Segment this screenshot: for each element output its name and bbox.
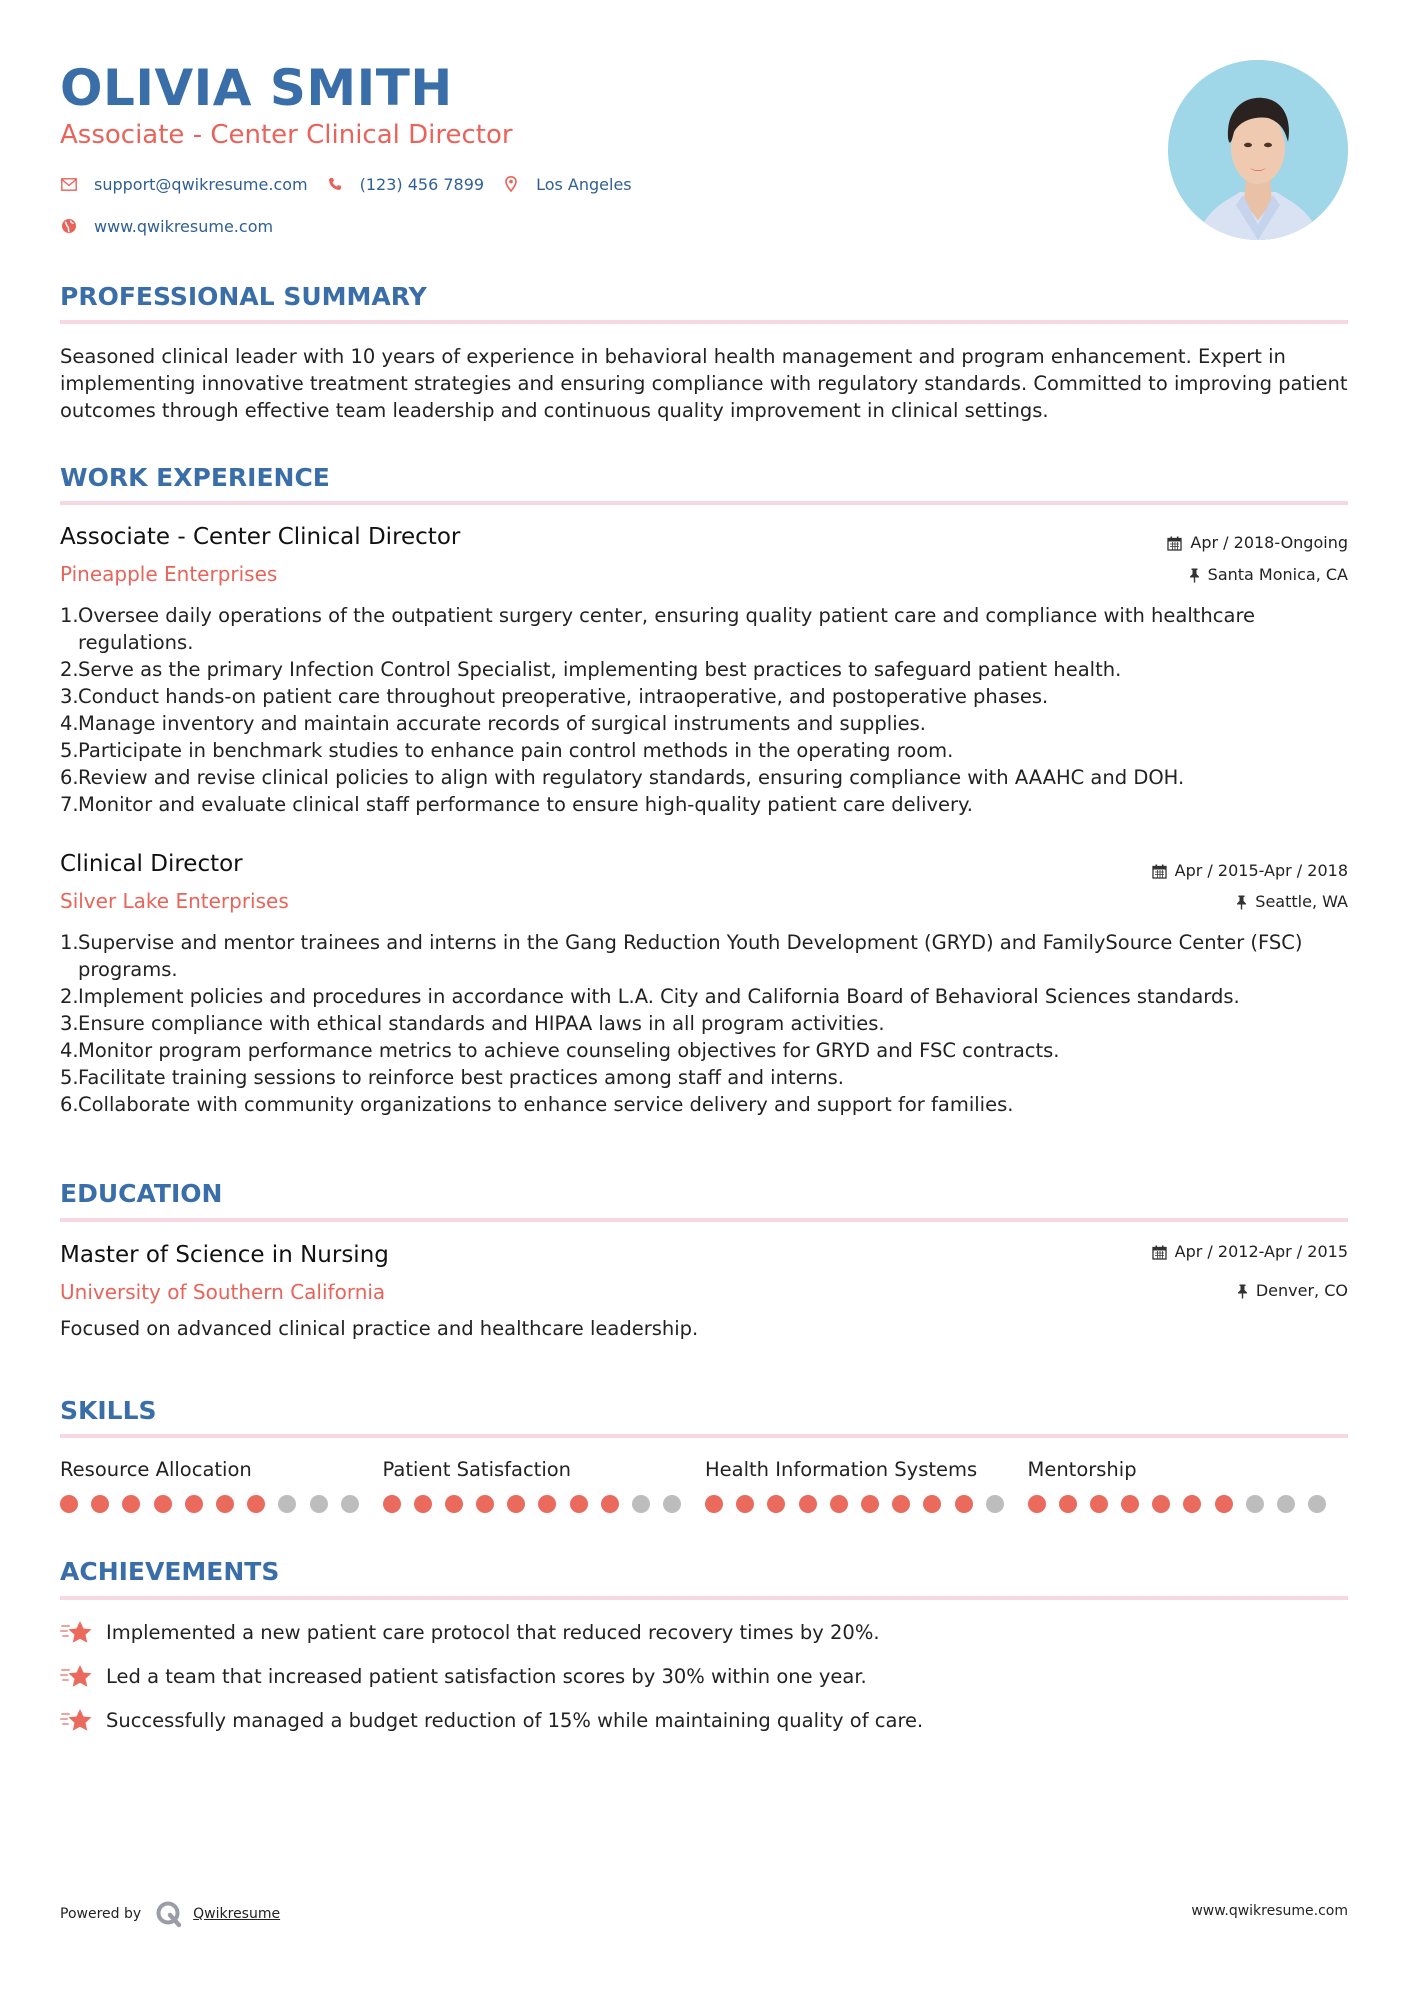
rating-dot-filled <box>1121 1495 1139 1513</box>
job-location: Seattle, WA <box>1236 891 1348 913</box>
skill-item <box>383 1457 706 1513</box>
skill-item <box>705 1457 1028 1513</box>
calendar-icon <box>1152 864 1167 879</box>
section-heading-summary: PROFESSIONAL SUMMARY <box>60 282 427 311</box>
company-name: Silver Lake Enterprises <box>60 889 289 913</box>
qwikresume-link[interactable]: Qwikresume <box>193 1906 281 1922</box>
phone-icon <box>326 175 344 193</box>
company-name: Pineapple Enterprises <box>60 562 278 586</box>
skill-item <box>1028 1457 1351 1513</box>
email-link[interactable]: support@qwikresume.com <box>94 174 308 194</box>
list-item: Ensure compliance with ethical standards and HIPAA laws in all program activities. <box>78 1012 885 1035</box>
rating-dot-filled <box>799 1495 817 1513</box>
achievement-text: Successfully managed a budget reduction of 15% while maintaining quality of care. <box>106 1708 924 1732</box>
achievement-item <box>60 1705 923 1735</box>
skill-label: Patient Satisfaction <box>382 1458 572 1481</box>
candidate-name: OLIVIA SMITH <box>60 59 453 117</box>
rating-dot-filled <box>705 1495 723 1513</box>
rating-dot-filled <box>892 1495 910 1513</box>
rating-dot-empty <box>1308 1495 1326 1513</box>
summary-text: Seasoned clinical leader with 10 years of experience in behavioral health management and program enhancement. Expert in implementing innovative treatment strategies and ensuring compliance with regulatory standards. Committed to improving patient outcomes through effective team leadership and continuous quality improvement in clinical settings. <box>60 345 1348 422</box>
rating-dot-empty <box>986 1495 1004 1513</box>
rating-dot-filled <box>91 1495 109 1513</box>
list-item: Monitor program performance metrics to achieve counseling objectives for GRYD and FSC contracts. <box>78 1039 1060 1062</box>
qwikresume-logo-icon <box>155 1900 183 1928</box>
powered-by-label: Powered by <box>60 1906 142 1922</box>
globe-icon <box>60 217 78 235</box>
rating-dot-empty <box>663 1495 681 1513</box>
skill-rating <box>1028 1495 1351 1513</box>
section-heading-achievements: ACHIEVEMENTS <box>60 1557 280 1586</box>
rating-dot-filled <box>570 1495 588 1513</box>
rating-dot-filled <box>154 1495 172 1513</box>
rating-dot-filled <box>767 1495 785 1513</box>
duty-list <box>60 602 1350 818</box>
list-item: Manage inventory and maintain accurate records of surgical instruments and supplies. <box>78 712 926 735</box>
list-item: Oversee daily operations of the outpatient surgery center, ensuring quality patient care and compliance with healthcare regulations. <box>78 604 1256 654</box>
section-divider <box>60 501 1348 505</box>
rating-dot-empty <box>632 1495 650 1513</box>
skill-rating <box>705 1495 1028 1513</box>
achievement-item <box>60 1661 867 1691</box>
degree-title: Master of Science in Nursing <box>60 1242 389 1268</box>
rating-dot-filled <box>383 1495 401 1513</box>
list-item: Collaborate with community organizations to enhance service delivery and support for families. <box>78 1093 1014 1116</box>
section-divider <box>60 1596 1348 1600</box>
achievement-text: Implemented a new patient care protocol that reduced recovery times by 20%. <box>106 1620 880 1644</box>
section-heading-work: WORK EXPERIENCE <box>60 463 330 492</box>
list-item: Supervise and mentor trainees and interns in the Gang Reduction Youth Development (GRYD) and FamilySource Center (FSC) programs. <box>78 931 1303 981</box>
rating-dot-empty <box>310 1495 328 1513</box>
skill-rating <box>60 1495 383 1513</box>
map-pin-icon <box>502 175 520 193</box>
duty-list <box>60 929 1350 1118</box>
job-title: Clinical Director <box>60 851 243 877</box>
rating-dot-filled <box>1215 1495 1233 1513</box>
rating-dot-filled <box>861 1495 879 1513</box>
rating-dot-filled <box>216 1495 234 1513</box>
achievement-text: Led a team that increased patient satisfaction scores by 30% within one year. <box>106 1664 867 1688</box>
rating-dot-empty <box>341 1495 359 1513</box>
section-divider <box>60 1218 1348 1222</box>
list-item: Facilitate training sessions to reinforce best practices among staff and interns. <box>78 1066 844 1089</box>
pushpin-icon <box>1237 1284 1248 1299</box>
list-item: Review and revise clinical policies to align with regulatory standards, ensuring compliance with AAAHC and DOH. <box>78 766 1185 789</box>
rating-dot-filled <box>414 1495 432 1513</box>
job-title: Associate - Center Clinical Director <box>60 524 461 550</box>
shooting-star-icon <box>60 1618 94 1646</box>
shooting-star-icon <box>60 1706 94 1734</box>
job-location: Santa Monica, CA <box>1189 564 1348 586</box>
shooting-star-icon <box>60 1662 94 1690</box>
rating-dot-filled <box>1152 1495 1170 1513</box>
skills-grid <box>60 1457 1350 1513</box>
list-item: Participate in benchmark studies to enhance pain control methods in the operating room. <box>78 739 954 762</box>
rating-dot-filled <box>1028 1495 1046 1513</box>
contact-row <box>60 172 650 196</box>
phone-number[interactable]: (123) 456 7899 <box>359 174 485 194</box>
skill-rating <box>383 1495 706 1513</box>
education-dates: Apr / 2012-Apr / 2015 <box>1152 1241 1348 1263</box>
rating-dot-filled <box>60 1495 78 1513</box>
rating-dot-filled <box>247 1495 265 1513</box>
school-name: University of Southern California <box>60 1280 386 1304</box>
education-description: Focused on advanced clinical practice and healthcare leadership. <box>60 1317 699 1340</box>
section-heading-skills: SKILLS <box>60 1396 157 1425</box>
pushpin-icon <box>1189 568 1200 583</box>
job-dates: Apr / 2018-Ongoing <box>1167 532 1348 554</box>
rating-dot-empty <box>1246 1495 1264 1513</box>
rating-dot-filled <box>736 1495 754 1513</box>
job-dates: Apr / 2015-Apr / 2018 <box>1152 860 1348 882</box>
achievement-item <box>60 1617 880 1647</box>
rating-dot-filled <box>1059 1495 1077 1513</box>
rating-dot-filled <box>538 1495 556 1513</box>
envelope-icon <box>60 175 78 193</box>
skill-label: Health Information Systems <box>705 1458 978 1481</box>
website-row <box>60 214 291 238</box>
rating-dot-empty <box>278 1495 296 1513</box>
website-link[interactable]: www.qwikresume.com <box>94 216 274 236</box>
rating-dot-filled <box>445 1495 463 1513</box>
section-divider <box>60 320 1348 324</box>
avatar <box>1168 60 1348 240</box>
skill-item <box>60 1457 383 1513</box>
location-text: Los Angeles <box>536 174 632 194</box>
pushpin-icon <box>1236 895 1247 910</box>
rating-dot-filled <box>601 1495 619 1513</box>
rating-dot-filled <box>955 1495 973 1513</box>
candidate-title: Associate - Center Clinical Director <box>60 120 513 150</box>
rating-dot-filled <box>1090 1495 1108 1513</box>
rating-dot-filled <box>830 1495 848 1513</box>
footer-website-link[interactable]: www.qwikresume.com <box>1191 1903 1348 1919</box>
section-divider <box>60 1434 1348 1438</box>
rating-dot-filled <box>476 1495 494 1513</box>
list-item: Conduct hands-on patient care throughout preoperative, intraoperative, and postoperative phases. <box>78 685 1049 708</box>
skill-label: Mentorship <box>1027 1458 1137 1481</box>
list-item: Serve as the primary Infection Control Specialist, implementing best practices to safeguard patient health. <box>78 658 1122 681</box>
rating-dot-empty <box>1277 1495 1295 1513</box>
list-item: Monitor and evaluate clinical staff performance to ensure high-quality patient care delivery. <box>78 793 974 816</box>
calendar-icon <box>1152 1245 1167 1260</box>
list-item: Implement policies and procedures in accordance with L.A. City and California Board of Behavioral Sciences standards. <box>78 985 1240 1008</box>
skill-label: Resource Allocation <box>60 1458 252 1481</box>
section-heading-education: EDUCATION <box>60 1179 223 1208</box>
calendar-icon <box>1167 536 1182 551</box>
footer-powered-by <box>60 1900 280 1928</box>
rating-dot-filled <box>1183 1495 1201 1513</box>
rating-dot-filled <box>122 1495 140 1513</box>
rating-dot-filled <box>923 1495 941 1513</box>
education-location: Denver, CO <box>1237 1280 1348 1302</box>
rating-dot-filled <box>185 1495 203 1513</box>
rating-dot-filled <box>507 1495 525 1513</box>
